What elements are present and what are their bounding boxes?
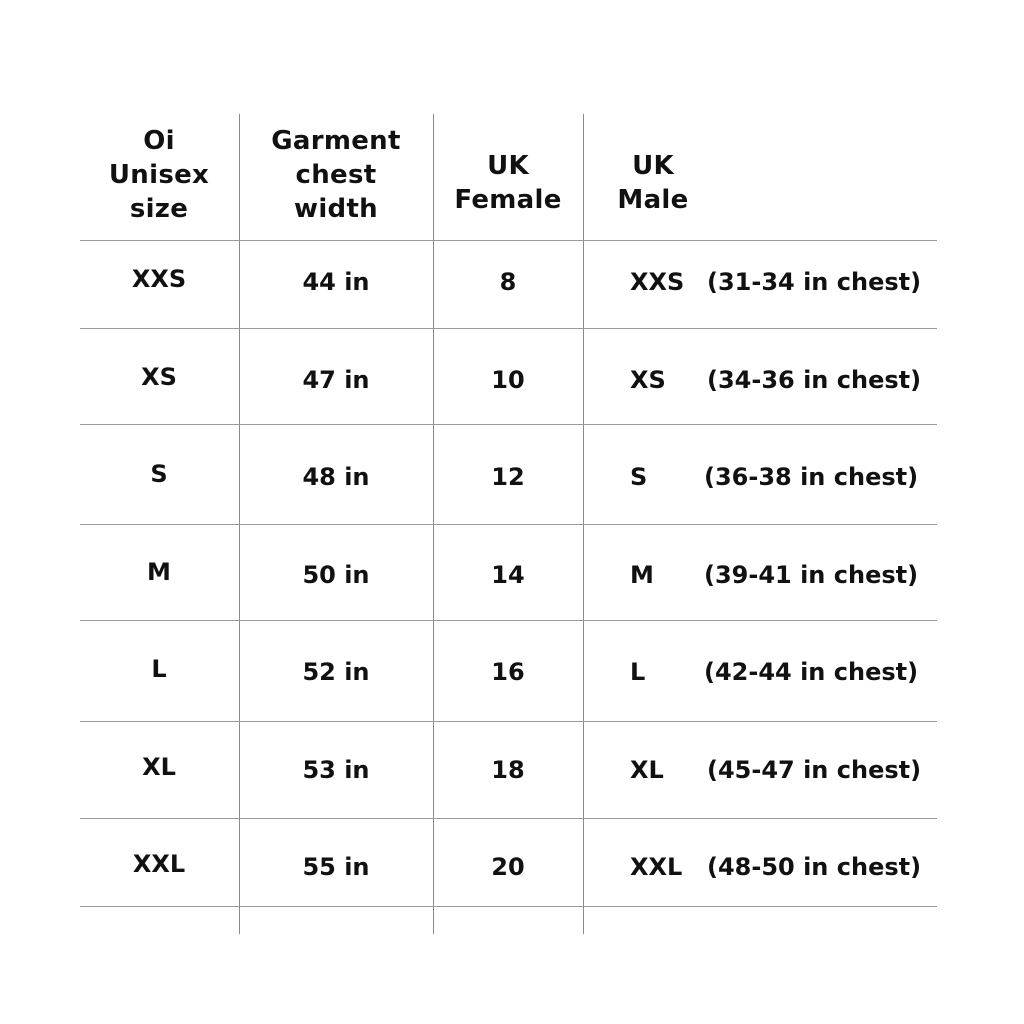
uk-male-size-cell: XL bbox=[630, 756, 664, 784]
row-divider bbox=[80, 721, 937, 722]
uk-female-cell: 12 bbox=[491, 463, 525, 491]
unisex-size-cell: L bbox=[151, 655, 167, 683]
chest-width-cell: 48 in bbox=[302, 463, 370, 491]
row-divider bbox=[80, 424, 937, 425]
uk-male-chest-cell: (36-38 in chest) bbox=[704, 463, 919, 491]
chest-width-cell: 47 in bbox=[302, 366, 370, 394]
uk-male-chest-cell: (42-44 in chest) bbox=[704, 658, 919, 686]
row-divider bbox=[80, 818, 937, 819]
uk-male-chest-cell: (31-34 in chest) bbox=[707, 268, 922, 296]
header-uk-female: UK Female bbox=[454, 151, 562, 215]
uk-female-cell: 16 bbox=[491, 658, 525, 686]
unisex-size-cell: XS bbox=[141, 363, 177, 391]
chest-width-cell: 50 in bbox=[302, 561, 370, 589]
header-uk-male: UK Male bbox=[617, 151, 689, 215]
row-divider bbox=[80, 524, 937, 525]
row-divider bbox=[80, 906, 937, 907]
uk-male-chest-cell: (34-36 in chest) bbox=[707, 366, 922, 394]
uk-male-chest-cell: (48-50 in chest) bbox=[707, 853, 922, 881]
uk-male-size-cell: L bbox=[630, 658, 646, 686]
uk-male-size-cell: XS bbox=[630, 366, 666, 394]
uk-male-size-cell: XXL bbox=[630, 853, 683, 881]
uk-female-cell: 8 bbox=[499, 268, 517, 296]
uk-male-size-cell: S bbox=[630, 463, 648, 491]
chest-width-cell: 55 in bbox=[302, 853, 370, 881]
uk-female-cell: 20 bbox=[491, 853, 525, 881]
unisex-size-cell: XXS bbox=[131, 265, 187, 293]
row-divider bbox=[80, 328, 937, 329]
uk-male-size-cell: XXS bbox=[630, 268, 685, 296]
row-divider bbox=[80, 620, 937, 621]
uk-male-chest-cell: (45-47 in chest) bbox=[707, 756, 922, 784]
unisex-size-cell: XL bbox=[142, 753, 176, 781]
uk-male-chest-cell: (39-41 in chest) bbox=[704, 561, 919, 589]
header-garment-chest-width: Garment chest width bbox=[271, 126, 401, 224]
uk-female-cell: 18 bbox=[491, 756, 525, 784]
unisex-size-cell: S bbox=[150, 460, 168, 488]
header-oi-unisex-size: Oi Unisex size bbox=[108, 126, 210, 224]
chest-width-cell: 44 in bbox=[302, 268, 370, 296]
chest-width-cell: 53 in bbox=[302, 756, 370, 784]
unisex-size-cell: XXL bbox=[132, 850, 186, 878]
unisex-size-cell: M bbox=[147, 558, 171, 586]
row-divider bbox=[80, 240, 937, 241]
uk-male-size-cell: M bbox=[630, 561, 654, 589]
uk-female-cell: 14 bbox=[491, 561, 525, 589]
uk-female-cell: 10 bbox=[491, 366, 525, 394]
chest-width-cell: 52 in bbox=[302, 658, 370, 686]
